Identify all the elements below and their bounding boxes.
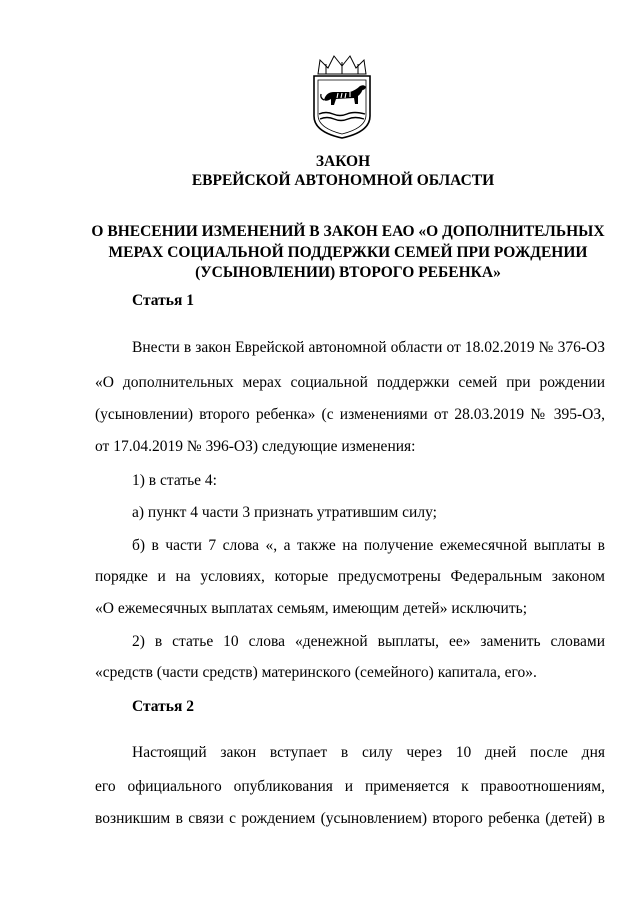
article-1-item: 2) в статье 10 слова «денежной выплаты, ее» заменить словами xyxy=(132,633,605,650)
article-1-item: б) в части 7 слова «, а также на получение ежемесячной выплаты в xyxy=(132,537,605,554)
subtitle-line: (УСЫНОВЛЕНИИ) ВТОРОГО РЕБЕНКА» xyxy=(195,264,501,281)
article-1-item: а) пункт 4 части 3 признать утратившим силу; xyxy=(132,504,437,521)
article-2-line: Настоящий закон вступает в силу через 10 дней после дня xyxy=(132,744,605,761)
article-1-line: Внести в закон Еврейской автономной области от 18.02.2019 № 376-ОЗ xyxy=(132,339,605,356)
article-1-line: «О дополнительных мерах социальной поддержки семей при рождении xyxy=(95,374,605,391)
article-1-line: от 17.04.2019 № 396-ОЗ) следующие изменения: xyxy=(95,438,416,455)
article-2-line: его официального опубликования и применяется к правоотношениям, xyxy=(95,778,605,795)
article-2-line: возникшим в связи с рождением (усыновлением) второго ребенка (детей) в xyxy=(95,810,605,827)
subtitle-line: О ВНЕСЕНИИ ИЗМЕНЕНИЙ В ЗАКОН ЕАО «О ДОПОЛНИТЕЛЬНЫХ xyxy=(91,223,605,240)
article-1-item: 1) в статье 4: xyxy=(132,472,217,489)
article-1-line: «О ежемесячных выплатах семьям, имеющим детей» исключить; xyxy=(95,600,528,617)
coat-of-arms-emblem xyxy=(306,52,378,140)
article-2-heading: Статья 2 xyxy=(132,698,194,715)
document-region: ЕВРЕЙСКОЙ АВТОНОМНОЙ ОБЛАСТИ xyxy=(191,172,495,189)
subtitle-line: МЕРАХ СОЦИАЛЬНОЙ ПОДДЕРЖКИ СЕМЕЙ ПРИ РОЖДЕНИИ xyxy=(108,243,588,261)
article-1-line: порядке и на условиях, которые предусмотрены Федеральным законом xyxy=(95,568,605,585)
document-title: ЗАКОН xyxy=(315,153,371,170)
article-1-line: (усыновлении) второго ребенка» (с изменениями от 28.03.2019 № 395-ОЗ, xyxy=(95,406,605,423)
law-subtitle xyxy=(78,222,618,284)
article-1-heading: Статья 1 xyxy=(132,292,194,309)
article-1-line: «средств (части средств) материнского (семейного) капитала, его». xyxy=(95,664,537,681)
